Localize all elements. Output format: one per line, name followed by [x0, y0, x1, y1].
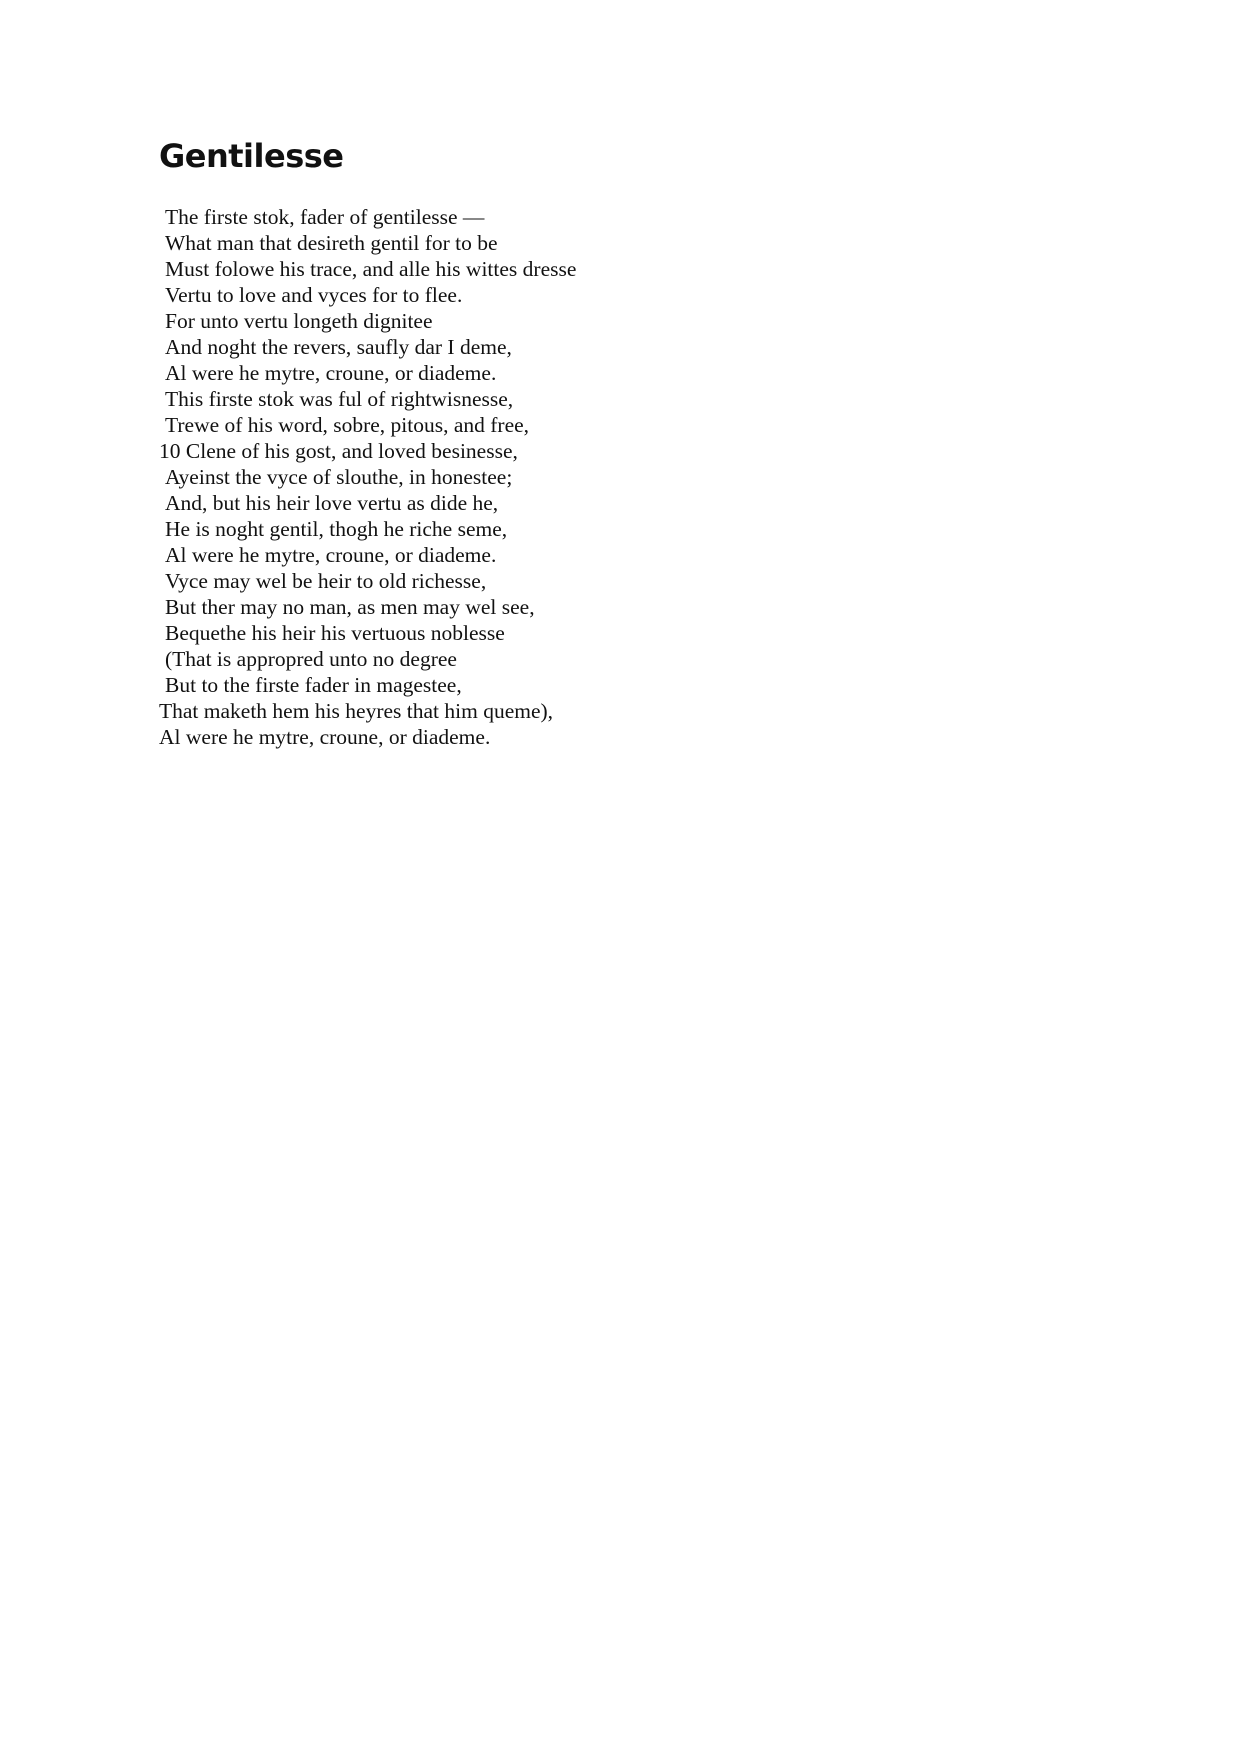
poem-line: Al were he mytre, croune, or diademe. — [159, 725, 491, 749]
poem-line: For unto vertu longeth dignitee — [165, 309, 433, 333]
poem-line: Al were he mytre, croune, or diademe. — [165, 361, 497, 385]
poem-line: And noght the revers, saufly dar I deme, — [165, 335, 512, 359]
poem-line: This firste stok was ful of rightwisnesse, — [165, 387, 514, 411]
poem-line: Bequethe his heir his vertuous noblesse — [165, 621, 505, 645]
poem-line: What man that desireth gentil for to be — [165, 231, 498, 255]
poem-line: Ayeinst the vyce of slouthe, in honestee; — [165, 465, 513, 489]
poem-line: The firste stok, fader of gentilesse — — [165, 205, 485, 229]
document-title: Gentilesse — [159, 137, 344, 175]
poem-line: Vyce may wel be heir to old richesse, — [165, 569, 487, 593]
poem-line: Vertu to love and vyces for to flee. — [165, 283, 463, 307]
poem-line: That maketh hem his heyres that him queme), — [159, 699, 554, 723]
poem-line: And, but his heir love vertu as dide he, — [165, 491, 499, 515]
poem-line: He is noght gentil, thogh he riche seme, — [165, 517, 508, 541]
poem-line: But to the firste fader in magestee, — [165, 673, 462, 697]
poem-line: 10 Clene of his gost, and loved besinesse, — [159, 439, 518, 463]
poem-line: Al were he mytre, croune, or diademe. — [165, 543, 497, 567]
poem-line: Trewe of his word, sobre, pitous, and free, — [165, 413, 530, 437]
poem-text — [159, 204, 576, 750]
poem-line: Must folowe his trace, and alle his wittes dresse — [165, 257, 577, 281]
poem-line: (That is appropred unto no degree — [165, 647, 457, 671]
poem-line: But ther may no man, as men may wel see, — [165, 595, 535, 619]
